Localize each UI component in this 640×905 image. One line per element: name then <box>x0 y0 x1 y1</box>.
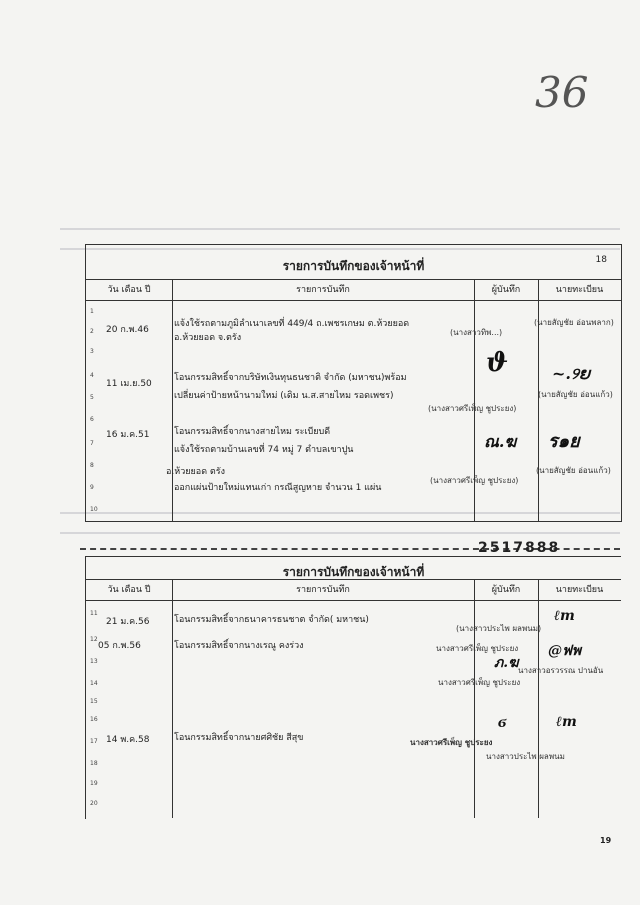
registrar-name: (นายสัญชัย อ่อนแก้ว) <box>538 390 613 399</box>
record-table <box>86 279 621 521</box>
sheet-title: รายการบันทึกของเจ้าหน้าที่ <box>282 259 425 273</box>
row-number: 18 <box>90 760 98 767</box>
row-number: 5 <box>90 394 94 401</box>
row-number: 13 <box>90 658 98 665</box>
page-number-handwritten: 36 <box>535 68 589 117</box>
entry-line: แจ้งใช้รถตามบ้านเลขที่ 74 หมู่ 7 ตำบลเขาปูน <box>174 445 354 455</box>
row-number: 12 <box>90 636 98 643</box>
serial-stamp: 2517888 <box>478 540 561 556</box>
recorder-name: (นางสาวประไพ ผลพนม) <box>456 624 542 633</box>
entry-line: โอนกรรมสิทธิ์จากนายศศิชัย สีสุข <box>174 733 304 743</box>
recorder-signature: ณ.ฆ <box>484 432 517 451</box>
row-number: 15 <box>90 698 98 705</box>
sheet-number-footer: 19 <box>600 836 612 845</box>
entry-date: 05 ก.พ.56 <box>98 641 141 651</box>
entry-date: 20 ก.พ.46 <box>106 325 149 335</box>
col-entry-header: รายการบันทึก <box>172 280 474 301</box>
row-number: 2 <box>90 328 94 335</box>
entry-line: ออกแผ่นป้ายใหม่แทนเก่า กรณีสูญหาย จำนวน 1 แผ่น <box>174 483 382 493</box>
registrar-name: นางสาวประไพ ผลพนม <box>486 752 565 761</box>
entry-line: โอนกรรมสิทธิ์จากธนาคารธนชาต จำกัด( มหาชน) <box>174 615 369 625</box>
registrar-name: (นายสัญชัย อ่อนแก้ว) <box>536 466 611 475</box>
entry-date: 11 เม.ย.50 <box>106 379 152 389</box>
entry-line: โอนกรรมสิทธิ์จากนางสายไหม ระเบียบดี <box>174 427 331 437</box>
entry-date: 16 ม.ค.51 <box>106 430 150 440</box>
row-number: 9 <box>90 484 94 491</box>
row-number: 4 <box>90 372 94 379</box>
col-date-header: วัน เดือน ปี <box>86 580 172 601</box>
registrar-signature: ℓm <box>554 608 575 624</box>
record-table <box>86 579 621 818</box>
registrar-signature: ~.୨ຍ <box>552 364 590 383</box>
recorder-name: (นางสาวทิพ...) <box>450 328 503 337</box>
registrar-signature: ℓm <box>556 714 577 730</box>
row-number: 17 <box>90 738 98 745</box>
recorder-name: นางสาวศรีเพ็ญ ชูประยง <box>438 678 521 687</box>
entry-date: 21 ม.ค.56 <box>106 617 150 627</box>
entry-line: โอนกรรมสิทธิ์จากนางเรณู คงร่วง <box>174 641 304 651</box>
col-date-header: วัน เดือน ปี <box>86 280 172 301</box>
recorder-signature: ϑ <box>486 348 509 378</box>
scan-line <box>60 228 620 230</box>
registrar-name: (นายสัญชัย อ่อนพลาก) <box>534 318 614 327</box>
row-number: 11 <box>90 610 98 617</box>
row-number: 10 <box>90 506 98 513</box>
row-number: 8 <box>90 462 94 469</box>
entry-line: แจ้งใช้รถตามภูมิลำเนาเลขที่ 449/4 ถ.เพชรเกษม ต.ห้วยยอด <box>174 319 410 329</box>
recorder-name: นางสาวศรีเพ็ญ ชูประยง <box>410 738 493 747</box>
col-recorder-header: ผู้บันทึก <box>474 280 538 301</box>
entry-line: อ.ห้วยยอด จ.ตรัง <box>174 333 242 343</box>
row-number: 14 <box>90 680 98 687</box>
row-number: 20 <box>90 800 98 807</box>
registrar-signature: ร๑ย <box>548 431 580 452</box>
registration-record-sheet-1 <box>85 244 622 522</box>
row-number: 3 <box>90 348 94 355</box>
entry-line: เปลี่ยนค่าป้ายหน้านามใหม่ (เดิม น.ส.สายไหม รอดเพชร) <box>174 391 394 401</box>
recorder-signature: ภ.ฆ <box>494 655 519 671</box>
registrar-signature: @ฟพ <box>548 643 582 659</box>
entry-date: 14 พ.ค.58 <box>106 735 150 745</box>
entry-line: อ.ห้วยยอด ตรัง <box>166 467 225 477</box>
registrar-name: นางสาวศรีเพ็ญ ชูประยง <box>436 644 519 653</box>
sheet-number: 18 <box>595 255 607 265</box>
col-entry-header: รายการบันทึก <box>172 580 474 601</box>
row-number: 6 <box>90 416 94 423</box>
row-number: 1 <box>90 308 94 315</box>
registration-record-sheet-2 <box>85 556 621 819</box>
row-number: 7 <box>90 440 94 447</box>
recorder-signature: ϭ <box>498 712 507 731</box>
recorder-name: (นางสาวศรีเพ็ญ ชูประยง) <box>430 476 519 485</box>
col-registrar-header: นายทะเบียน <box>538 580 621 601</box>
col-registrar-header: นายทะเบียน <box>538 280 621 301</box>
row-number: 16 <box>90 716 98 723</box>
entry-line: โอนกรรมสิทธิ์จากบริษัทเงินทุนธนชาติ จำกัด (มหาชน)พร้อม <box>174 373 407 383</box>
scan-line <box>60 532 620 534</box>
registrar-name: นางสาวอรวรรณ ปานอัน <box>518 666 604 675</box>
col-recorder-header: ผู้บันทึก <box>474 580 538 601</box>
sheet-title: รายการบันทึกของเจ้าหน้าที่ <box>282 565 425 579</box>
row-number: 19 <box>90 780 98 787</box>
recorder-name: (นางสาวศรีเพ็ญ ชูประยง) <box>428 404 517 413</box>
